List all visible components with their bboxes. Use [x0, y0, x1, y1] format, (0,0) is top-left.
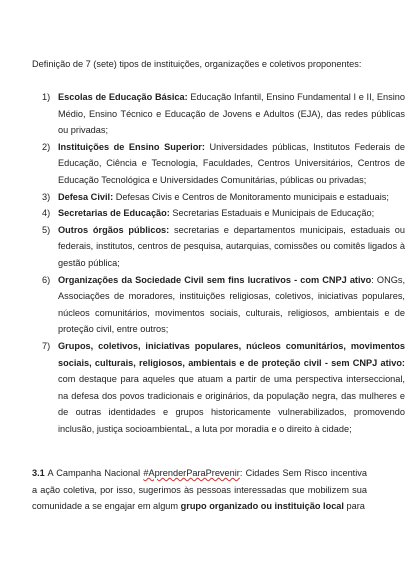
item-title: Secretarias de Educação:: [58, 208, 170, 219]
item-description: Secretarias Estaduais e Municipais de Educação;: [169, 208, 375, 219]
item-title: Organizações da Sociedade Civil sem fins lucrativos - com CNPJ ativo: [58, 274, 372, 285]
item-title: Instituições de Ensino Superior:: [58, 141, 205, 152]
campaign-paragraph: [32, 465, 367, 515]
paragraph-text: A Campanha Nacional: [44, 468, 144, 478]
item-title: Defesa Civil:: [58, 191, 114, 202]
list-item: [42, 139, 405, 189]
section-number: 3.1: [32, 468, 45, 478]
paragraph-text: para: [343, 501, 365, 512]
item-description: com destaque para aqueles que atuam a partir de uma perspectiva interseccional, na defesa dos povos tradicionais e originários, da população negra, das mulheres e de outras identidades e grupos historicamente vulnerabilizados, promovendo inclusão, justiça socioambientaL, a luta por moradia e o direito à cidade;: [58, 374, 405, 434]
list-item: [42, 222, 405, 272]
list-item: [42, 338, 405, 438]
list-item: [42, 205, 405, 222]
item-description: Educação Infantil, Ensino Fundamental I e II, Ensino Médio, Ensino Técnico e Educação de Jovens e Adultos (EJA), das redes públicas ou privadas;: [58, 92, 405, 136]
item-number: 3): [42, 191, 51, 202]
list-item: [42, 189, 405, 206]
item-number: 5): [42, 224, 51, 235]
item-description: : ONGs, Associações de moradores, instituições religiosas, coletivos, iniciativas populares, núcleos comunitários, movimentos sociais, culturais, religiosos, ambientais e de proteção civil, entre outros;: [58, 274, 405, 335]
item-description: secretarias e departamentos municipais, estaduais ou federais, institutos, centros de pesquisa, autarquias, comissões ou comitês ligados à gestão pública;: [58, 224, 405, 268]
item-number: 6): [42, 274, 51, 285]
paragraph-emphasis: grupo organizado ou instituição local: [180, 501, 344, 512]
intro-text: Definição de 7 (sete) tipos de instituições, organizações e coletivos proponentes:: [32, 59, 362, 69]
proponent-types-list: [20, 89, 405, 437]
item-title: Escolas de Educação Básica:: [58, 92, 188, 102]
item-number: 2): [42, 141, 51, 152]
item-number: 1): [42, 92, 51, 102]
campaign-hashtag: #AprenderParaPrevenir: [143, 468, 240, 478]
list-item: [42, 272, 405, 338]
item-number: 4): [42, 208, 51, 219]
item-number: 7): [42, 340, 51, 351]
item-description: Defesas Civis e Centros de Monitoramento municipais e estaduais;: [113, 191, 389, 202]
item-title: Grupos, coletivos, iniciativas populares, núcleos comunitários, movimentos sociais, culturais, religiosos, ambientais e de proteção civil - sem CNPJ ativo:: [58, 340, 405, 368]
paragraph-text: : Cidades Sem Risco incentiva a ação coletiva, por isso, sugerimos às pessoas interessadas que mobilizem sua comunidade a se engajar em algum: [32, 468, 367, 512]
list-item: [42, 89, 405, 139]
item-title: Outros órgãos públicos:: [58, 224, 170, 235]
item-description: Universidades públicas, Institutos Federais de Educação, Ciência e Tecnologia, Faculdades, Centros Universitários, Centros de Educação Tecnológica e Universidades Comunitárias, públicas ou privadas;: [58, 141, 405, 185]
